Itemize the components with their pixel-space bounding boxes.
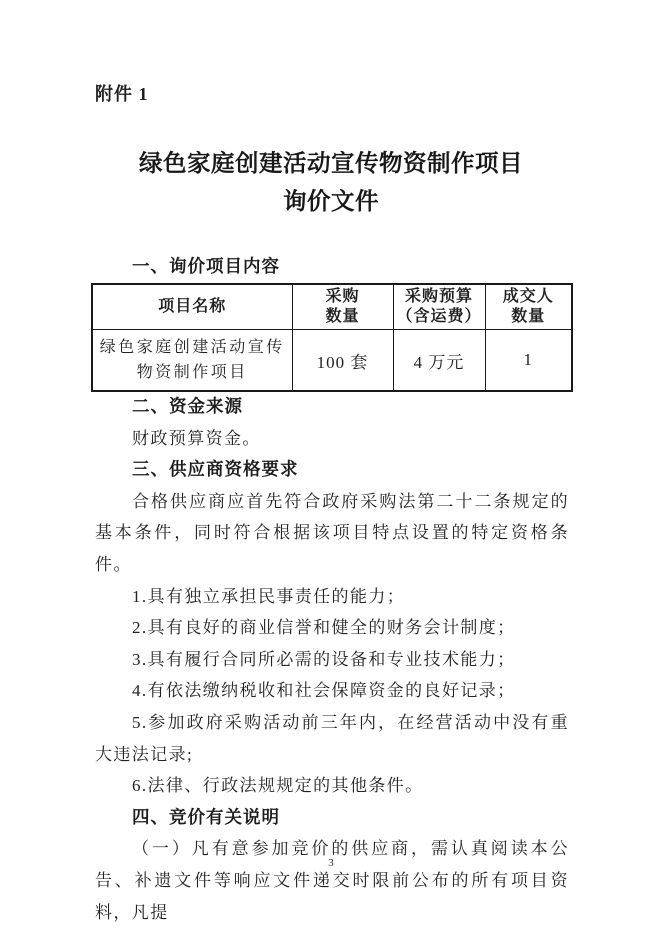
section4-para1: （一）凡有意参加竞价的供应商，需认真阅读本公告、补遗文件等响应文件递交时限前公布的所有项目资料，凡提 [95,839,569,922]
document-title-line2: 询价文件 [283,189,379,215]
section2-heading: 二、资金来源 [132,396,243,416]
table-header-budget-line1: 采购预算 [404,288,473,305]
table-header-winner-count-line2: 数量 [511,308,546,325]
section4-heading: 四、竞价有关说明 [132,806,280,827]
section2-body: 财政预算资金。 [132,428,261,448]
cell-budget: 4 万元 [393,330,485,392]
table-header-quantity [292,284,393,330]
section3-intro: 合格供应商应首先符合政府采购法第二十二条规定的基本条件，同时符合根据该项目特点设置的特定资格条件。 [95,491,569,574]
table-header-budget [393,284,485,330]
document-title-line1: 绿色家庭创建活动宣传物资制作项目 [139,151,523,177]
table-header-quantity-line1: 采购 [325,288,360,305]
inquiry-items-table [91,283,573,392]
qualification-item-1: 1.具有独立承担民事责任的能力； [132,586,406,606]
table-header-row [92,284,572,330]
table-header-winner-count-line1: 成交人 [502,288,554,305]
qualification-item-3: 3.具有履行合同所必需的设备和专业技术能力； [132,649,516,669]
table-header-project-name: 项目名称 [92,284,292,330]
document-title [0,145,662,221]
qualification-item-5: 5.参加政府采购活动前三年内，在经营活动中没有重大违法记录; [95,712,569,764]
section3-heading: 三、供应商资格要求 [132,459,299,480]
table-header-budget-line2: （含运费） [396,308,482,325]
cell-winner-count: 1 [485,330,572,392]
qualification-item-6: 6.法律、行政法规规定的其他条件。 [132,776,424,796]
table-header-winner-count [485,284,572,330]
cell-quantity: 100 套 [292,330,393,392]
cell-project-name: 绿色家庭创建活动宣传物资制作项目 [92,330,292,392]
table-header-quantity-line2: 数量 [325,308,360,325]
qualification-item-4: 4.有依法缴纳税收和社会保障资金的良好记录； [132,681,516,701]
page-number: 3 [328,857,334,869]
section1-heading: 一、询价项目内容 [132,256,280,276]
document-body [95,391,569,928]
qualification-item-2: 2.具有良好的商业信誉和健全的财务会计制度； [132,618,516,638]
attachment-label: 附件 1 [95,84,149,104]
table-data-row [92,330,572,392]
